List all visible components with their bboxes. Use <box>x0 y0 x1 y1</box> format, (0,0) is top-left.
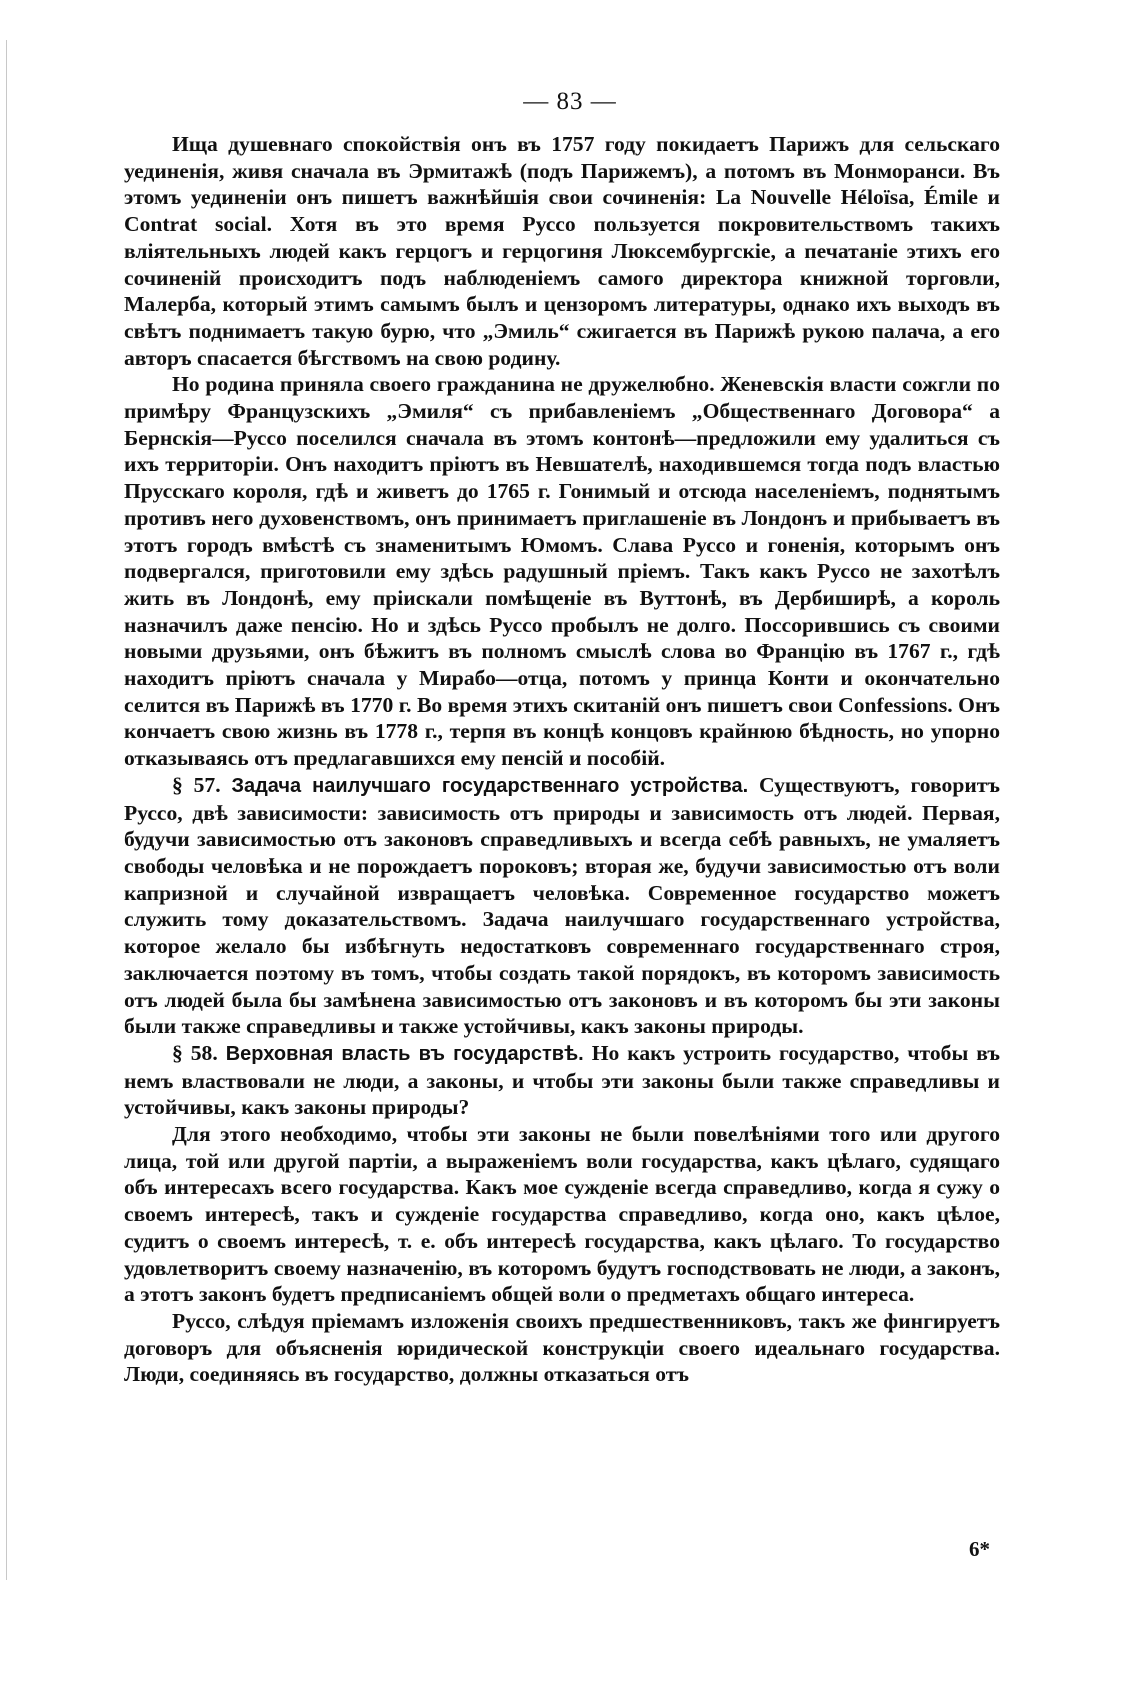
scan-edge-line <box>6 40 7 1580</box>
signature-mark: 6* <box>969 1537 990 1561</box>
paragraph-section-57 <box>124 772 1000 1040</box>
paragraph-general-will: Для этого необходимо, чтобы эти законы не были повелѣніями того или другого лица, той или другой партіи, а выраженіемъ воли государства, какъ цѣлаго, судящаго объ интересахъ всего государства. Какъ мое сужденіе всегда справедливо, когда я сужу о своемъ интересѣ, такъ и сужденіе государства справедливо, когда оно, какъ цѣлое, судитъ о своемъ интересѣ, т. е. объ интересѣ государства, какъ цѣлаго. То государство удовлетворитъ своему назначенію, въ которомъ будутъ господствовать не люди, а законъ, а этотъ законъ будетъ предписаніемъ общей воли о предметахъ общаго интереса. <box>124 1122 1000 1307</box>
paragraph-exile: Но родина приняла своего гражданина не дружелюбно. Женевскія власти сожгли по примѣру Французскихъ „Эмиля“ съ прибавленіемъ „Общественнаго Договора“ а Бернскія—Руссо поселился сначала въ этомъ контонѣ—предложили ему удалиться съ ихъ территоріи. Онъ находитъ пріютъ въ Невшателѣ, находившемся тогда подъ властью Прусскаго короля, гдѣ и живетъ до 1765 г. Гонимый и отсюда населеніемъ, поднятымъ противъ него духовенствомъ, онъ принимаетъ приглашеніе въ Лондонъ и прибываетъ въ этотъ городъ вмѣстѣ съ знаменитымъ Юмомъ. Слава Руссо и гоненія, которымъ онъ подвергался, приготовили ему здѣсь радушный пріемъ. Такъ какъ Руссо не захотѣлъ жить въ Лондонѣ, ему пріискали помѣщеніе въ Вуттонѣ, въ Дербиширѣ, а король назначилъ даже пенсію. Но и здѣсь Руссо пробылъ не долго. Поссорившись съ своими новыми друзьями, онъ бѣжитъ въ полномъ смыслѣ слова во Францію въ 1767 г., гдѣ находитъ пріютъ сначала у Мирабо—отца, потомъ у принца Конти и окончательно селится въ Парижѣ въ 1770 г. Во время этихъ скитаній онъ пишетъ свои Confessions. Онъ кончаетъ свою жизнь въ 1778 г., терпя въ концѣ концовъ крайнюю бѣдность, но упорно отказываясь отъ предлагавшихся ему пенсій и пособій. <box>124 372 1000 771</box>
paragraph-text: Но какъ устроить государство, чтобы въ немъ властвовали не люди, а законы, и чтобы эти законы были также справедливы и устойчивы, какъ законы природы? <box>124 1040 1001 1120</box>
section-heading: Верховная власть въ государствѣ. <box>225 1042 584 1065</box>
section-heading: Задача наилучшаго государственнаго устройства. <box>231 774 749 797</box>
paragraph-section-58 <box>124 1040 1000 1121</box>
section-number: § 57. <box>172 772 221 797</box>
paragraph-social-contract: Руссо, слѣдуя пріемамъ изложенія своихъ предшественниковъ, такъ же фингируетъ договоръ для объясненія юридической конструкціи своего идеальнаго государства. Люди, соединяясь въ государство, должны отказаться отъ <box>124 1308 1000 1387</box>
section-number: § 58. <box>172 1040 218 1065</box>
body-text <box>124 131 1000 1388</box>
paragraph-text: Существуютъ, говоритъ Руссо, двѣ зависимости: зависимость отъ природы и зависимость отъ людей. Первая, будучи зависимостью отъ законовъ справедливыхъ и всегда себѣ равныхъ, не умаляетъ свободы человѣка и не порождаетъ пороковъ; вторая же, будучи зависимостью отъ воли капризной и случайной извращаетъ человѣка. Современное государство можетъ служить тому доказательствомъ. Задача наилучшаго государственнаго устройства, которое желало бы избѣгнуть недостатковъ современнаго государственнаго строя, заключается поэтому въ томъ, чтобы создать такой порядокъ, въ которомъ зависимость отъ людей была бы замѣнена зависимостью отъ законовъ и въ которомъ бы эти законы были также справедливы и также устойчивы, какъ законы природы. <box>124 772 1000 1039</box>
paragraph-rousseau-montmorency: Ища душевнаго спокойствія онъ въ 1757 году покидаетъ Парижъ для сельскаго уединенія, живя сначала въ Эрмитажѣ (подъ Парижемъ), а потомъ въ Монморанси. Въ этомъ уединеніи онъ пишетъ важнѣйшія свои сочиненія: La Nouvelle Héloïsa, Émile и Contrat social. Хотя въ это время Руссо пользуется покровительствомъ такихъ вліятельныхъ людей какъ герцогъ и герцогиня Люксембургскіе, а печатаніе этихъ его сочиненій происходитъ подъ наблюденіемъ самого директора книжной торговли, Малерба, который этимъ самымъ былъ и цензоромъ литературы, однако ихъ выходъ въ свѣтъ поднимаетъ такую бурю, что „Эмиль“ сжигается въ Парижѣ рукою палача, а его авторъ спасается бѣгствомъ на свою родину. <box>124 132 1000 370</box>
page-number: — 83 — <box>523 88 617 115</box>
